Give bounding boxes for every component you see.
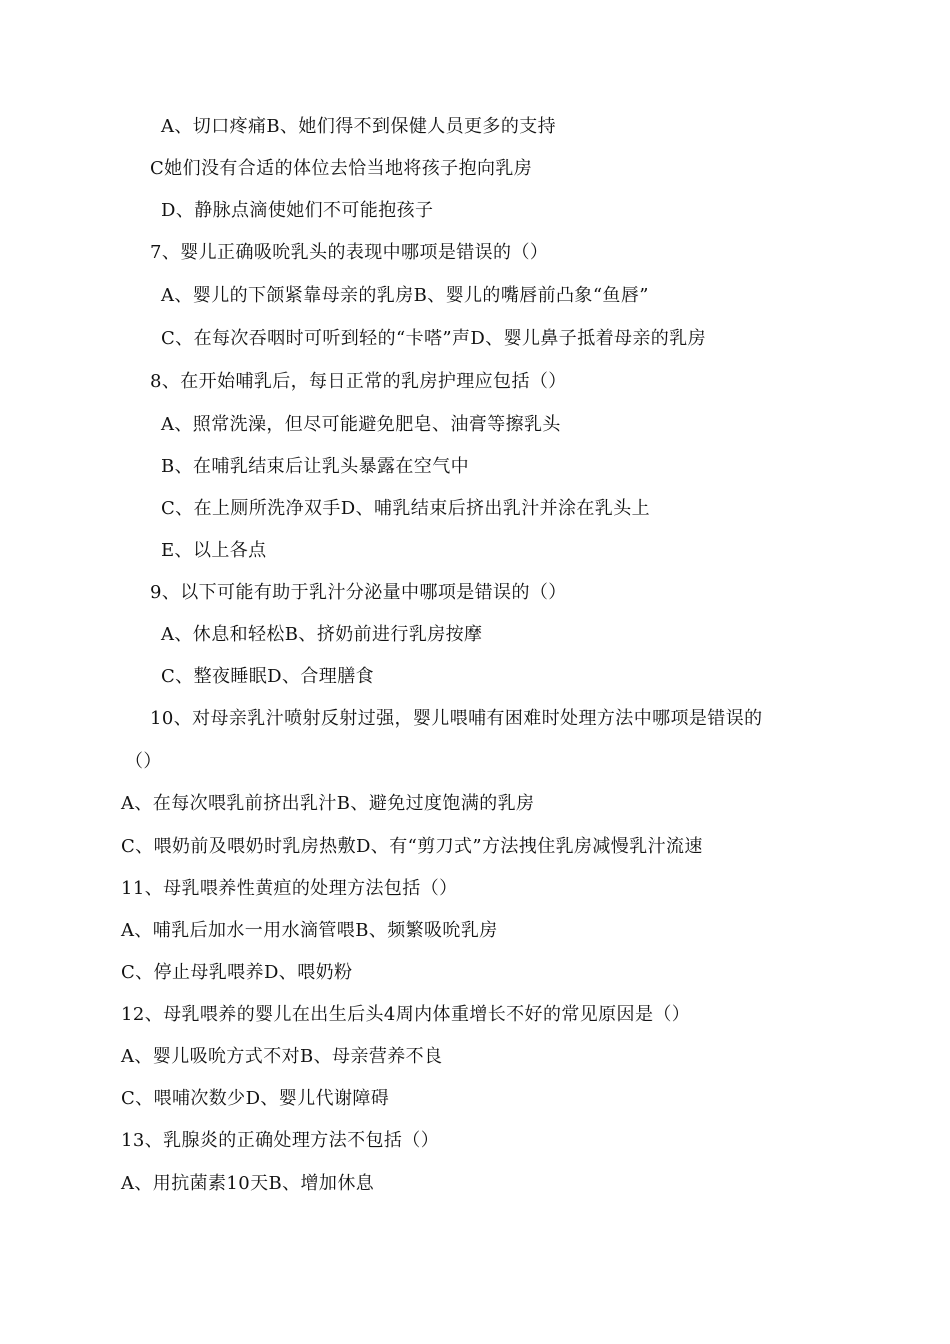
question-line: 10、对母亲乳汁喷射反射过强，婴儿喂哺有困难时处理方法中哪项是错误的 (150, 708, 763, 729)
question-line: 9、以下可能有助于乳汁分泌量中哪项是错误的（） (150, 582, 567, 603)
option-line: C、喂奶前及喂奶时乳房热敷D、有“剪刀式”方法拽住乳房减慢乳汁流速 (121, 836, 703, 857)
option-line: E、以上各点 (161, 540, 267, 561)
question-line: 11、母乳喂养性黄疸的处理方法包括（） (121, 878, 458, 899)
option-line: C、整夜睡眠D、合理膳食 (161, 666, 375, 687)
option-line: C、在上厕所洗净双手D、哺乳结束后挤出乳汁并涂在乳头上 (161, 498, 651, 519)
option-line: A、婴儿的下颌紧靠母亲的乳房B、婴儿的嘴唇前凸象“鱼唇” (161, 285, 649, 306)
option-line: A、照常洗澡，但尽可能避免肥皂、油膏等擦乳头 (161, 414, 561, 435)
option-line: C、在每次吞咽时可听到轻的“卡嗒”声D、婴儿鼻子抵着母亲的乳房 (161, 328, 707, 349)
question-line: 12、母乳喂养的婴儿在出生后头4周内体重增长不好的常见原因是（） (121, 1004, 691, 1025)
option-line: A、在每次喂乳前挤出乳汁B、避免过度饱满的乳房 (121, 793, 535, 814)
option-line: C、停止母乳喂养D、喂奶粉 (121, 962, 353, 983)
option-line: A、哺乳后加水一用水滴管喂B、频繁吸吮乳房 (121, 920, 498, 941)
option-line: B、在哺乳结束后让乳头暴露在空气中 (161, 456, 470, 477)
question-line: 7、婴儿正确吸吮乳头的表现中哪项是错误的（） (150, 242, 549, 263)
option-line: A、婴儿吸吮方式不对B、母亲营养不良 (121, 1046, 443, 1067)
question-line: 8、在开始哺乳后，每日正常的乳房护理应包括（） (150, 371, 567, 392)
option-line: A、休息和轻松B、挤奶前进行乳房按摩 (161, 624, 483, 645)
question-line: （） (125, 751, 162, 772)
option-line: C她们没有合适的体位去恰当地将孩子抱向乳房 (150, 158, 533, 179)
option-line: A、用抗菌素10天B、增加休息 (121, 1173, 375, 1194)
option-line: C、喂哺次数少D、婴儿代谢障碍 (121, 1088, 390, 1109)
option-line: D、静脉点滴使她们不可能抱孩子 (161, 200, 434, 221)
question-line: 13、乳腺炎的正确处理方法不包括（） (121, 1130, 440, 1151)
option-line: A、切口疼痛B、她们得不到保健人员更多的支持 (161, 116, 557, 137)
